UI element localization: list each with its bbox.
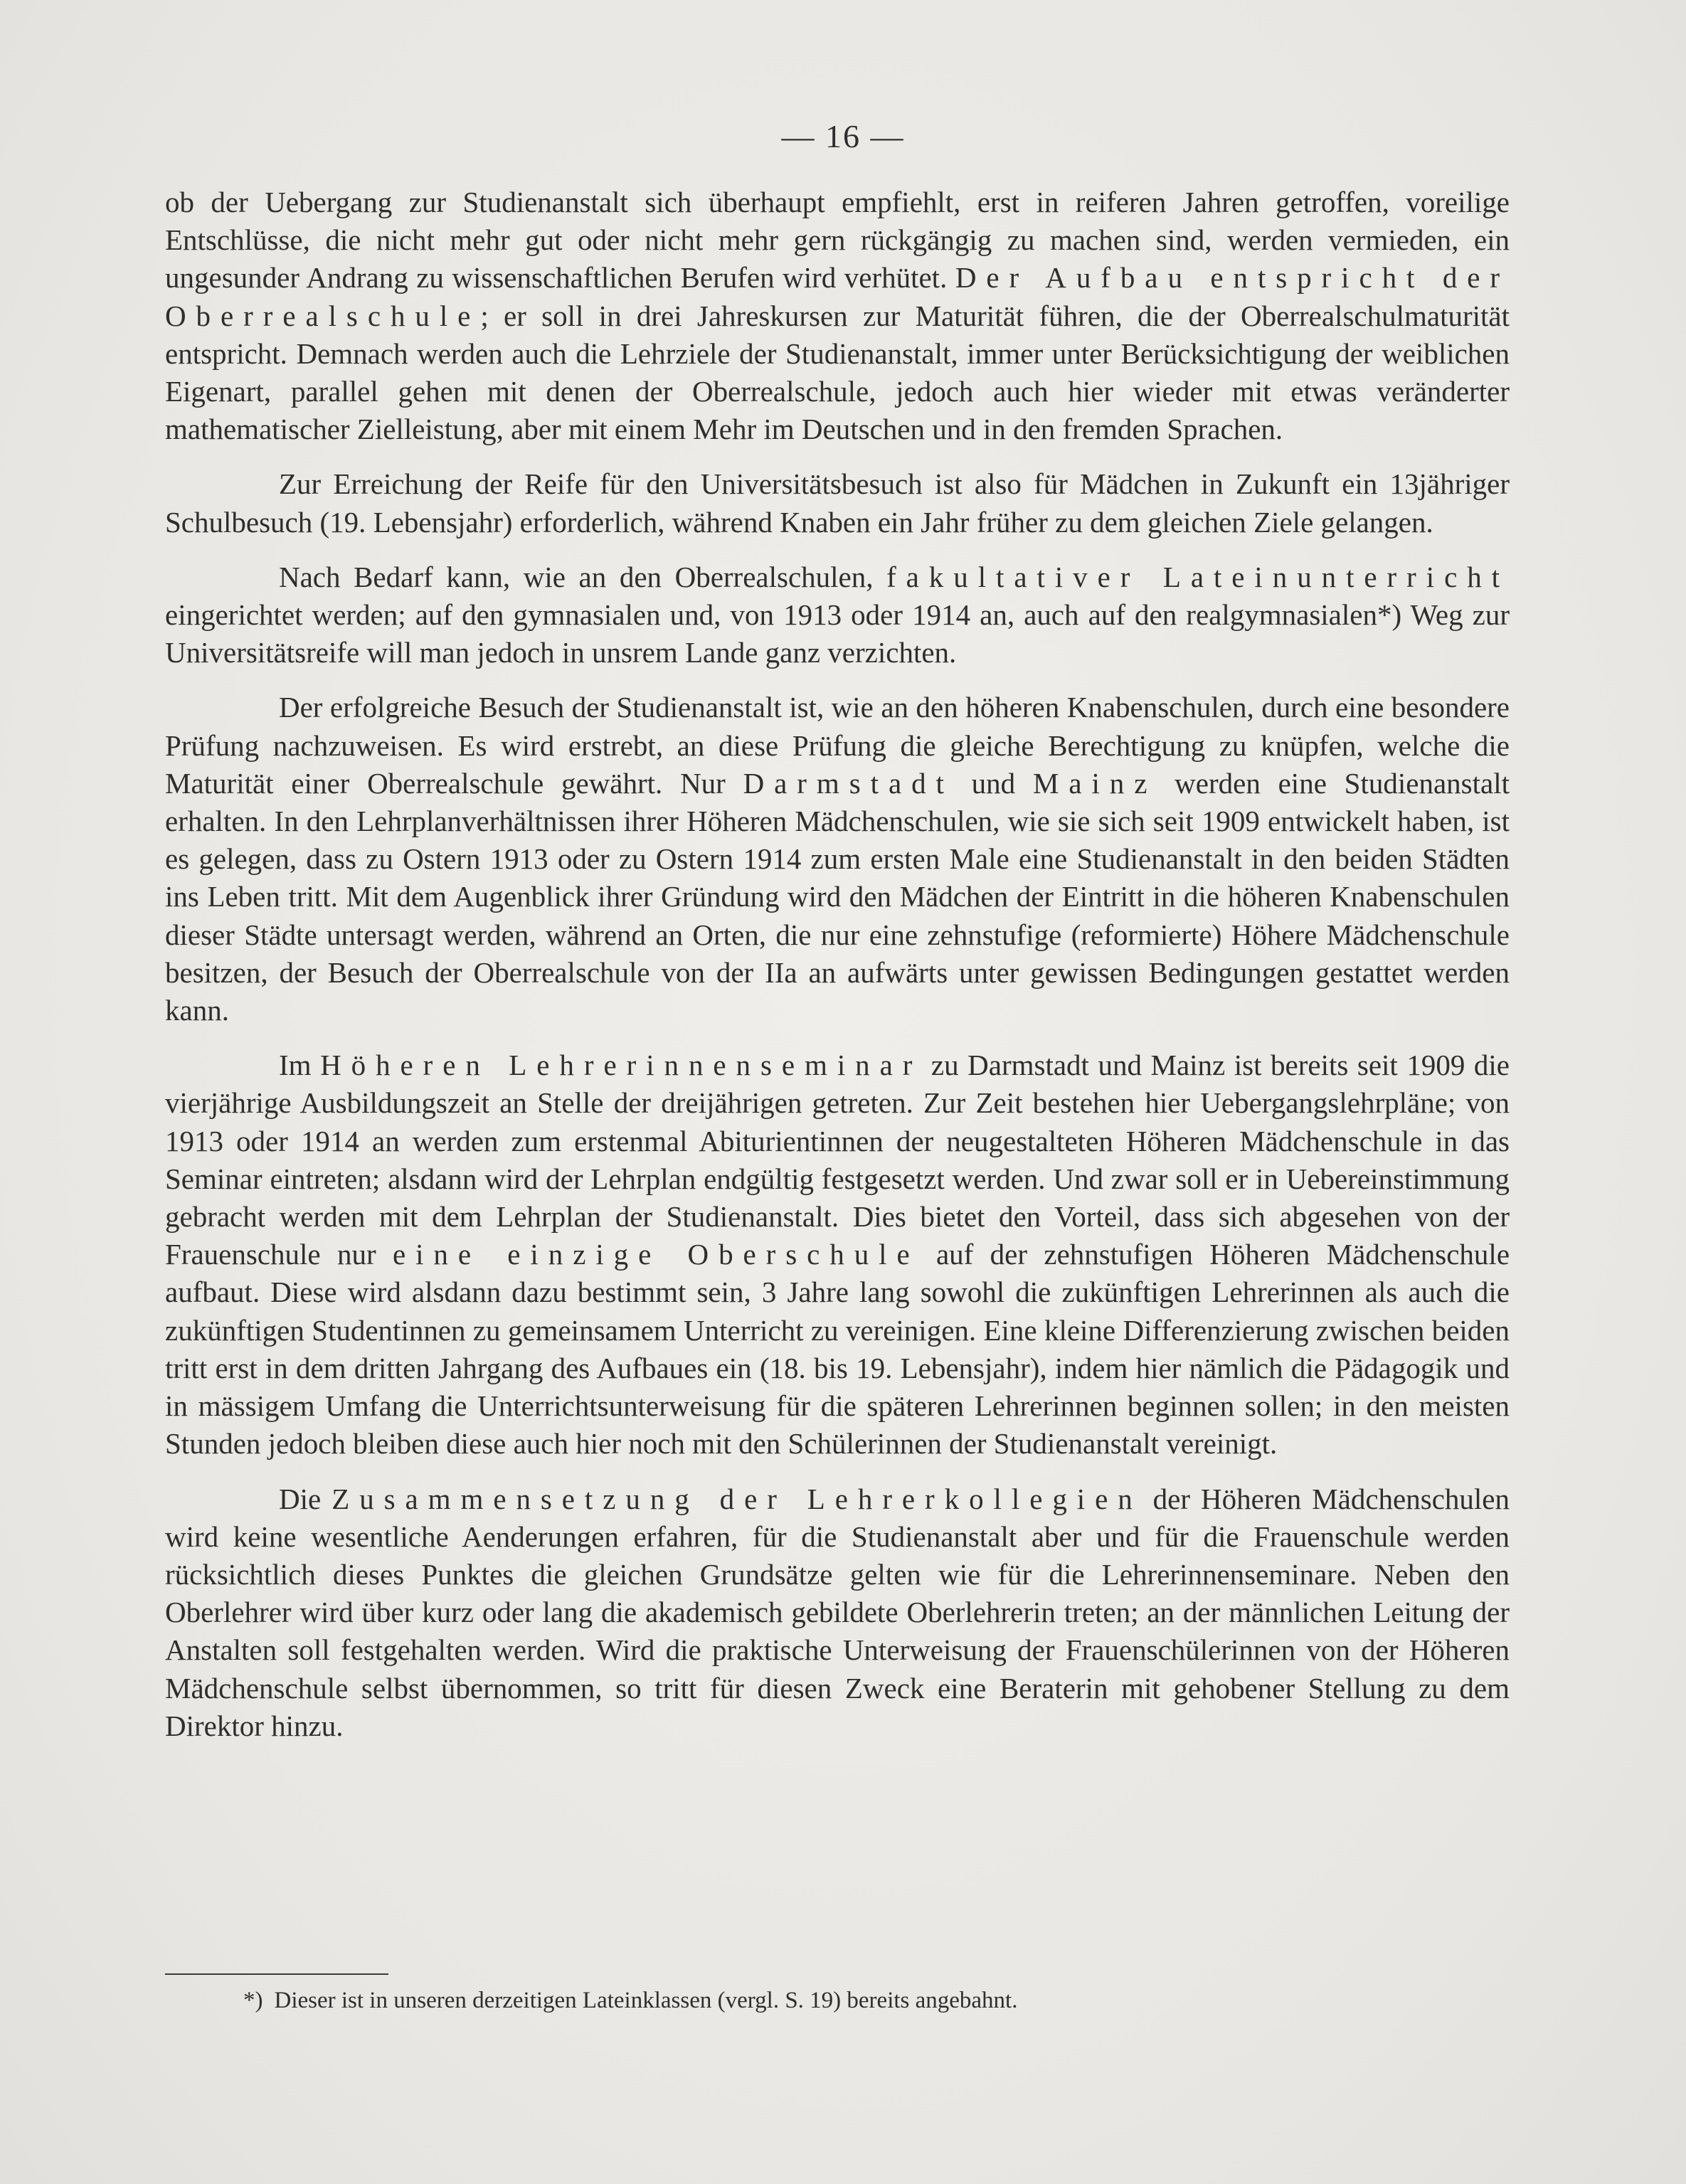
text-run: der Höheren Mädchenschulen wird keine wesentliche Aenderungen erfahren, für die Studienanstalt aber und für die Frauenschule werden rücksichtlich dieses Punktes die gleichen Grundsätze gelten wie für die Lehrerinnenseminare. Neben den Oberlehrer wird über kurz oder lang die akademisch gebildete Oberlehrerin treten; an der männlichen Leitung der Anstalten soll festgehalten werden. Wird die praktische Unterweisung der Frauenschülerinnen von der Höheren Mädchenschule selbst übernommen, so tritt für diesen Zweck eine Beraterin mit gehobener Stellung zu dem Direktor hinzu. [165,1482,1510,1742]
spaced-emphasis: eine einzige Oberschule [392,1238,920,1271]
paragraph [165,465,1510,541]
text-run: zu Darmstadt und Mainz ist bereits seit 1909 die vierjährige Ausbildungszeit an Stelle der dreijährigen getreten. Zur Zeit bestehen hier Uebergangslehrpläne; von 1913 oder 1914 an werden zum erstenmal Abiturientinnen der neugestalteten Höheren Mädchenschule in das Seminar eintreten; alsdann wird der Lehrplan endgültig festgesetzt werden. Und zwar soll er in Uebereinstimmung gebracht werden mit dem Lehrplan der Studienanstalt. Dies bietet den Vorteil, dass sich abgesehen von der Frauenschule nur [165,1049,1510,1271]
spaced-emphasis: Der Aufbau entspricht der Oberrealschule [165,261,1510,332]
paragraph [165,1046,1510,1463]
spaced-emphasis: fakultativer Lateinunterricht [886,560,1510,593]
text-run: und [953,766,1033,800]
footnote-marker: *) [243,1988,263,2013]
page-number: — 16 — [781,118,905,154]
text-run: eingerichtet werden; auf den gymnasialen und, von 1913 oder 1914 an, auch auf den realgymnasialen*) Weg zur Universitätsreife will man jedoch in unsrem Lande ganz verzichten. [165,598,1510,669]
body-text [165,184,1510,1762]
text-run: Im [279,1049,321,1082]
footnote [243,1985,1488,2016]
paragraph [165,184,1510,448]
spaced-emphasis: Darmstadt [743,766,954,800]
spaced-emphasis: Zusammensetzung der Lehrerkollegien [332,1482,1142,1515]
spaced-emphasis: Höheren Lehrerinnenseminar [320,1049,923,1082]
text-run: Nach Bedarf kann, wie an den Oberrealschulen, [279,560,887,593]
text-run: auf der zehnstufigen Höheren Mädchenschule aufbaut. Diese wird alsdann dazu bestimmt sein, 3 Jahre lang sowohl die zukünftigen Lehrerinnen als auch die zukünftigen Studentinnen zu gemeinsamem Unterricht zu vereinigen. Eine kleine Differenzierung zwischen beiden tritt erst in dem dritten Jahrgang des Aufbaues ein (18. bis 19. Lebensjahr), indem hier nämlich die Pädagogik und in mässigem Umfang die Unterrichtsunterweisung für die späteren Lehrerinnen beginnen sollen; in den meisten Stunden jedoch bleiben diese auch hier noch mit den Schülerinnen der Studienanstalt vereinigt. [165,1238,1510,1461]
spaced-emphasis: Mainz [1032,766,1157,800]
text-run: ob der Uebergang zur Studienanstalt sich überhaupt empfiehlt, erst in reiferen Jahren getroffen, voreilige Entschlüsse, die nicht mehr gut oder nicht mehr gern rückgängig zu machen sind, werden vermieden, ein ungesunder Andrang zu wissenschaftlichen Berufen wird verhütet. [165,186,1510,295]
paragraph [165,1480,1510,1745]
text-run: Die [279,1482,332,1515]
text-run: Der erfolgreiche Besuch der Studienanstalt ist, wie an den höheren Knabenschulen, durch eine besondere Prüfung nachzuweisen. Es wird erstrebt, an diese Prüfung die gleiche Berechtigung zu knüpfen, welche die Maturität einer Oberrealschule gewährt. Nur [165,691,1510,800]
footnote-text: Dieser ist in unseren derzeitigen Lateinklassen (vergl. S. 19) bereits angebahnt. [274,1988,1018,2013]
footnote-divider [165,1973,388,1975]
text-run: Zur Erreichung der Reife für den Universitätsbesuch ist also für Mädchen in Zukunft ein 13jähriger Schulbesuch (19. Lebensjahr) erforderlich, während Knaben ein Jahr früher zu dem gleichen Ziele gelangen. [165,467,1510,539]
paragraph [165,558,1510,672]
text-run: werden eine Studienanstalt erhalten. In den Lehrplanverhältnissen ihrer Höheren Mädchenschulen, wie sie sich seit 1909 entwickelt haben, ist es gelegen, dass zu Ostern 1913 oder zu Ostern 1914 zum ersten Male eine Studienanstalt in den beiden Städten ins Leben tritt. Mit dem Augenblick ihrer Gründung wird den Mädchen der Eintritt in die höheren Knabenschulen dieser Städte untersagt werden, während an Orten, die nur eine zehnstufige (reformierte) Höhere Mädchenschule besitzen, der Besuch der Oberrealschule von der IIa an aufwärts unter gewissen Bedingungen gestattet werden kann. [165,766,1510,1027]
text-run: ; er soll in drei Jahreskursen zur Maturität führen, die der Oberrealschulmaturität entspricht. Demnach werden auch die Lehrziele der Studienanstalt, immer unter Berücksichtigung der weiblichen Eigenart, parallel gehen mit denen der Oberrealschule, jedoch auch hier wieder mit etwas veränderter mathematischer Zielleistung, aber mit einem Mehr im Deutschen und in den fremden Sprachen. [165,299,1510,446]
paragraph [165,689,1510,1029]
